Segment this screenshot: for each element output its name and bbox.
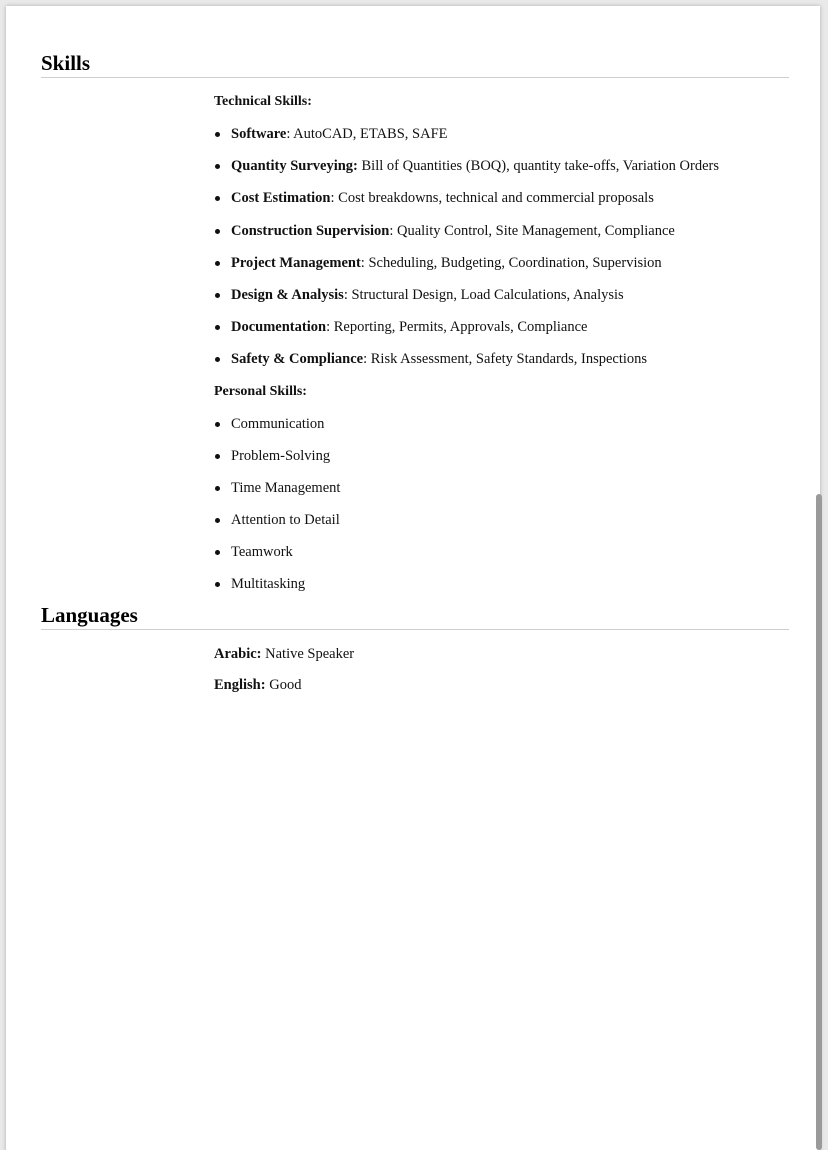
skill-separator: :	[360, 254, 365, 271]
bullet-icon	[215, 518, 220, 523]
list-item	[214, 510, 784, 542]
skill-name: Design & Analysis	[231, 286, 344, 303]
list-item	[214, 317, 784, 349]
list-item	[214, 253, 784, 285]
bullet-icon	[215, 325, 220, 330]
skill-separator: :	[326, 319, 331, 336]
skill-name: Software	[231, 126, 287, 142]
bullet-icon	[215, 454, 220, 459]
language-row-arabic	[214, 644, 784, 675]
list-item	[214, 156, 784, 188]
skill-detail: AutoCAD, ETABS, SAFE	[290, 126, 448, 142]
bullet-icon	[215, 164, 220, 169]
vertical-scrollbar[interactable]	[816, 494, 822, 1150]
skill-name: Multitasking	[231, 576, 306, 593]
skill-name: Project Management	[231, 254, 361, 271]
language-row-english	[214, 675, 784, 706]
skill-detail: Quality Control, Site Management, Compliance	[393, 222, 675, 239]
skill-name: Safety & Compliance	[231, 351, 364, 368]
skill-separator: :	[330, 190, 335, 207]
personal-skills-list	[214, 414, 784, 607]
skill-name: Attention to Detail	[231, 512, 340, 529]
list-item	[214, 221, 784, 253]
list-item	[214, 478, 784, 510]
skill-name: Teamwork	[231, 544, 293, 561]
bullet-icon	[215, 422, 220, 427]
bullet-icon	[215, 486, 220, 491]
language-level: Good	[265, 677, 302, 693]
list-item	[214, 188, 784, 220]
skill-separator: :	[343, 286, 348, 303]
list-item	[214, 124, 784, 156]
document-page	[6, 6, 820, 1150]
bullet-icon	[215, 293, 220, 298]
language-level: Native Speaker	[261, 646, 355, 662]
skills-section	[214, 92, 784, 607]
bullet-icon	[215, 357, 220, 362]
bullet-icon	[215, 550, 220, 555]
bullet-icon	[215, 261, 220, 266]
skill-separator: :	[389, 222, 394, 239]
technical-skills-label: Technical Skills:	[214, 94, 312, 109]
list-item	[214, 542, 784, 574]
list-item	[214, 574, 784, 606]
skill-name: Communication	[231, 415, 325, 432]
list-item	[214, 349, 784, 381]
skill-name: Construction Supervision	[231, 222, 390, 239]
skill-name: Documentation	[231, 319, 327, 336]
skill-separator: :	[363, 351, 368, 368]
languages-section	[214, 644, 784, 706]
skill-detail: Cost breakdowns, technical and commercial proposals	[334, 190, 654, 207]
bullet-icon	[215, 196, 220, 201]
skill-detail: Risk Assessment, Safety Standards, Inspections	[367, 351, 648, 368]
list-item	[214, 285, 784, 317]
skill-detail: Structural Design, Load Calculations, Analysis	[347, 286, 624, 303]
bullet-icon	[215, 229, 220, 234]
language-name: English:	[214, 677, 266, 693]
bullet-icon	[215, 582, 220, 587]
skill-detail: Bill of Quantities (BOQ), quantity take-offs, Variation Orders	[357, 158, 719, 175]
skills-heading: Skills	[41, 51, 789, 78]
skill-name: Time Management	[231, 479, 341, 496]
list-item	[214, 446, 784, 478]
skill-name: Quantity Surveying:	[231, 158, 358, 175]
skill-separator: :	[286, 126, 291, 142]
personal-skills-label: Personal Skills:	[214, 383, 307, 399]
language-name: Arabic:	[214, 646, 262, 662]
skill-name: Problem-Solving	[231, 447, 331, 464]
languages-heading: Languages	[41, 603, 789, 630]
technical-skills-list	[214, 124, 784, 382]
skill-name: Cost Estimation	[231, 190, 331, 207]
list-item	[214, 414, 784, 446]
bullet-icon	[215, 132, 220, 137]
skill-detail: Reporting, Permits, Approvals, Compliance	[330, 319, 588, 336]
skill-detail: Scheduling, Budgeting, Coordination, Supervision	[364, 254, 662, 271]
